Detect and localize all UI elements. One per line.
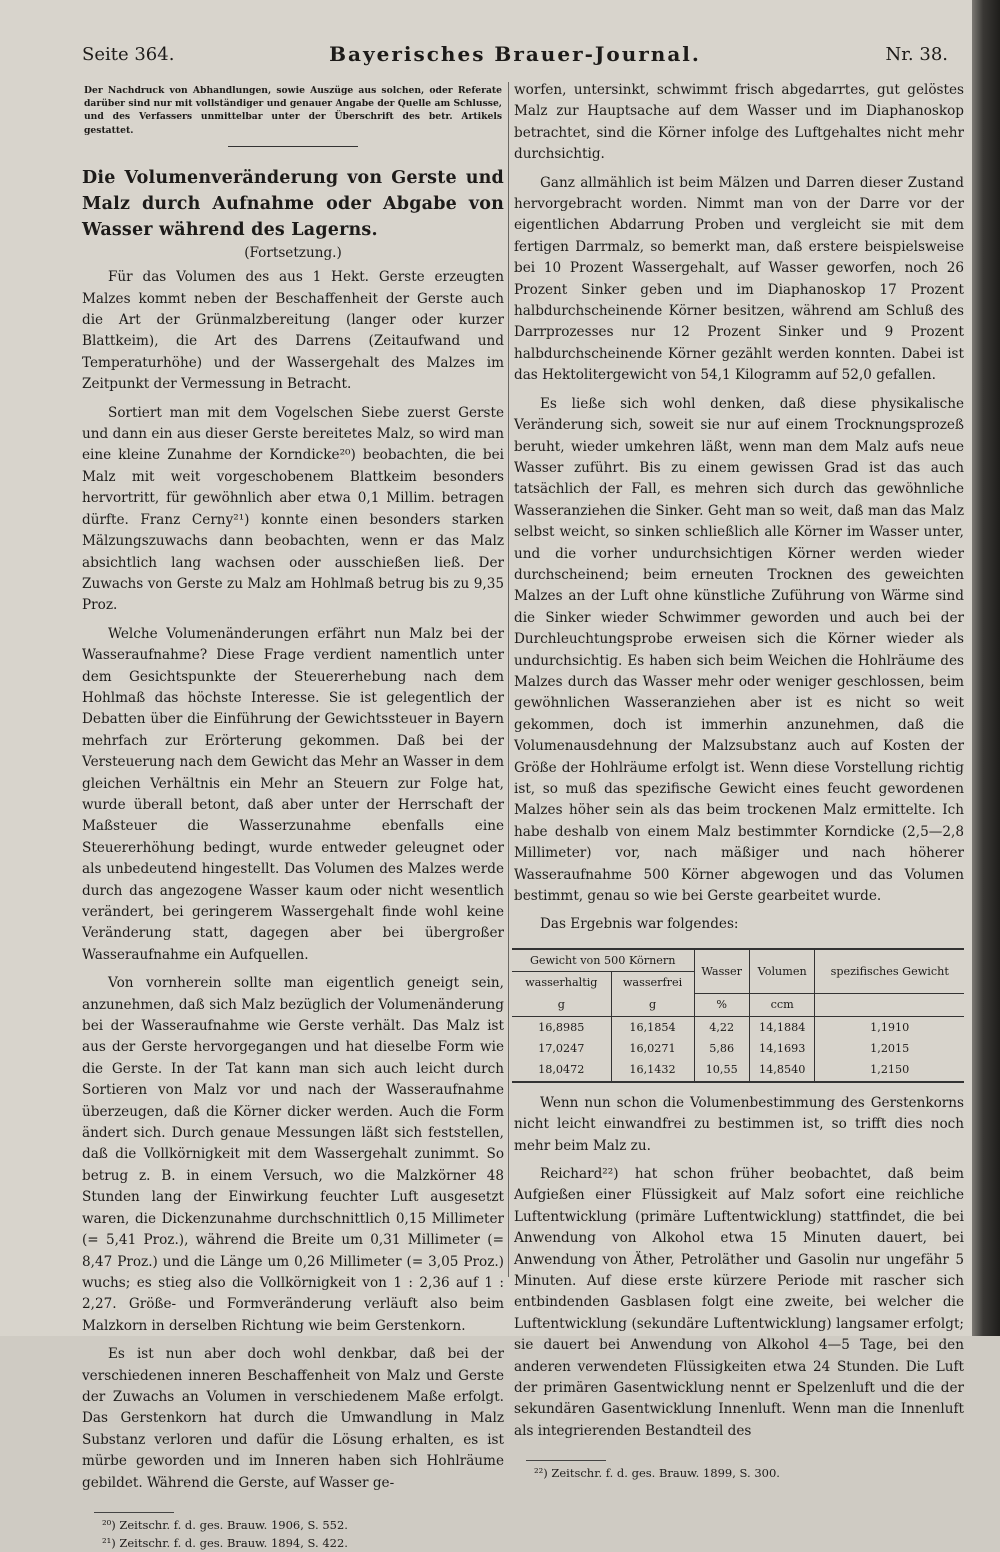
table-header-wasserfrei: wasserfrei: [611, 972, 694, 994]
table-cell: 16,1432: [611, 1059, 694, 1081]
table-unit: g: [512, 994, 611, 1016]
table-cell: 14,1884: [749, 1016, 815, 1038]
table-group-header: Gewicht von 500 Körnern: [512, 949, 694, 972]
table-cell: 4,22: [694, 1016, 749, 1038]
footnote-divider: [526, 1460, 606, 1461]
table-cell: 10,55: [694, 1059, 749, 1081]
journal-title: Bayerisches Brauer-Journal.: [329, 42, 701, 66]
column-divider: [508, 82, 509, 1277]
table-header-wasser: Wasser: [694, 949, 749, 994]
paragraph: Es ließe sich wohl denken, daß diese physikalische Veränderung sich, soweit sie nur auf einem Trocknungsprozeß beruht, wieder umkehren läßt, wenn man dem Malz aufs neue Wasser zuführt. Bis zu einem gewissen Grad ist das auch tatsächlich der Fall, es mehren sich durch das gewöhnliche Wasseranziehen die Sinker. Geht man so weit, daß man das Malz selbst weicht, so sinken schließlich alle Körner im Wasser unter, und die vorher undurchsichtigen Körner werden wieder durchscheinend; beim erneuten Trocknen des geweichten Malzes an der Luft ohne künstliche Zuführung von Wärme sind die Sinker wieder Schwimmer geworden und auch bei der Durchleuchtungsprobe erweisen sich die Körner wieder als undurchsichtig. Es haben sich beim Weichen die Hohlräume des Malzes durch das Wasser mehr oder weniger geschlossen, beim gewöhnlichen Wasseranziehen aber ist es nicht so weit gekommen, doch ist immerhin anzunehmen, daß die Volumenausdehnung der Malzsubstanz auch auf Kosten der Größe der Hohlräume erfolgt ist. Wenn diese Vorstellung richtig ist, so muß das spezifische Gewicht eines feucht gewordenen Malzes höher sein als das beim trockenen Malz ermittelte. Ich habe deshalb von einem Malz bestimmter Korndicke (2,5—2,8 Millimeter) vor, nach mäßiger und nach höherer Wasseraufnahme 500 Körner abgewogen und das Volumen bestimmt, genau so wie bei Gerste gearbeitet wurde.: [514, 395, 964, 905]
continuation-label: (Fortsetzung.): [244, 244, 342, 261]
page-number: Seite 364.: [82, 44, 175, 65]
table-row: [512, 1016, 964, 1038]
paragraph: Sortiert man mit dem Vogelschen Siebe zuerst Gerste und dann ein aus dieser Gerste bereitetes Malz, so wird man eine kleine Zunahme der Korndicke²⁰) beobachten, die bei Malz mit weit vorgeschobenem Blattkeim besonders hervortritt, für gewöhnlich aber etwa 0,1 Millim. betragen dürfte. Franz Cerny²¹) konnte einen besonders starken Mälzungszuwachs dann beobachten, wenn er das Malz absichtlich lang wachsen oder ausschießen ließ. Der Zuwachs von Gerste zu Malz am Hohlmaß betrug bis zu 9,35 Proz.: [82, 404, 504, 614]
paragraph: Es ist nun aber doch wohl denkbar, daß bei der verschiedenen inneren Beschaffenheit von Malz und Gerste der Zuwachs an Volumen in verschiedenem Maße erfolgt. Das Gerstenkorn hat durch die Umwandlung in Malz Substanz verloren und dafür die Lösung erhalten, es ist mürbe geworden und im Inneren haben sich Hohlräume gebildet. Während die Gerste, auf Wasser ge-: [82, 1346, 504, 1491]
paragraph: Für das Volumen des aus 1 Hekt. Gerste erzeugten Malzes kommt neben der Beschaffenheit der Gerste auch die Art der Grünmalzbereitung (langer oder kurzer Blattkeim), die Art des Darrens (Zeitaufwand und Temperaturhöhe) und der Wassergehalt des Malzes im Zeitpunkt der Vermessung in Betracht.: [82, 269, 504, 393]
table-unit-empty: [815, 994, 964, 1016]
notice-divider: [228, 146, 358, 147]
footnote: ²¹) Zeitschr. f. d. ges. Brauw. 1894, S. 422.: [102, 1535, 348, 1550]
left-column: [82, 80, 504, 1552]
table-unit: g: [611, 994, 694, 1016]
table-cell: 18,0472: [512, 1059, 611, 1081]
table-cell: 5,86: [694, 1038, 749, 1059]
table-cell: 1,2015: [815, 1038, 964, 1059]
table-row: [512, 1059, 964, 1081]
issue-number: Nr. 38.: [885, 44, 948, 65]
table-cell: 16,8985: [538, 1020, 585, 1034]
paragraph: Reichard²²) hat schon früher beobachtet, daß beim Aufgießen einer Flüssigkeit auf Malz sofort eine reichliche Luftentwicklung (primäre Luftentwicklung) stattfindet, die bei Anwendung von Alkohol etwa 15 Minuten dauert, bei Anwendung von Äther, Petroläther und Gasolin nur ungefähr 5 Minuten. Auf diese erste kürzere Periode mit rascher sich entbindenden Gasblasen folgt eine zweite, bei welcher die Luftentwicklung (sekundäre Luftentwicklung) langsamer erfolgt; sie dauert bei Anwendung von Alkohol 4—5 Tage, bei den anderen verwendeten Flüssigkeiten etwa 24 Stunden. Die Luft der primären Gasentwicklung nennt er Spelzenluft und die der sekundären Gasentwicklung Innenluft. Wenn man die Innenluft als integrierenden Bestandteil des: [514, 1166, 964, 1439]
table-header-spez: spezifisches Gewicht: [815, 949, 964, 994]
table-row: [512, 1038, 964, 1059]
table-cell: 1,1910: [815, 1016, 964, 1038]
table-cell: 14,1693: [749, 1038, 815, 1059]
footnote-divider: [94, 1512, 174, 1513]
paragraph: worfen, untersinkt, schwimmt frisch abgedarrtes, gut gelöstes Malz zur Hauptsache auf dem Wasser und im Diaphanoskop betrachtet, sind die Körner infolge des Luftgehaltes nicht mehr durchsichtig.: [514, 82, 964, 163]
table-cell: 16,0271: [611, 1038, 694, 1059]
page-header: [82, 44, 948, 72]
paragraph: Von vornherein sollte man eigentlich geneigt sein, anzunehmen, daß sich Malz bezüglich der Volumenänderung bei der Wasseraufnahme wie Gerste verhält. Das Malz ist aus der Gerste hervorgegangen und hat dieselbe Form wie die Gerste. In der Tat kann man sich auch leicht durch Sortieren von Malz vor und nach der Wasseraufnahme überzeugen, daß die Körner dicker werden. Auch die Form ändert sich. Durch genaue Messungen läßt sich feststellen, daß die Vollkörnigkeit mit dem Wassergehalt zunimmt. So betrug z. B. in einem Versuch, wo die Malzkörner 48 Stunden lang der Einwirkung feuchter Luft ausgesetzt waren, die Dickenzunahme durchschnittlich 0,15 Millimeter (= 5,41 Proz.), während die Breite um 0,31 Millimeter (= 8,47 Proz.) und die Länge um 0,26 Millimeter (= 3,05 Proz.) wuchs; es stieg also die Vollkörnigkeit von 1 : 2,36 auf 1 : 2,27. Größe- und Formveränderung verläuft also beim Malzkorn in derselben Richtung wie beim Gerstenkorn.: [82, 975, 504, 1334]
paragraph: Wenn nun schon die Volumenbestimmung des Gerstenkorns nicht leicht einwandfrei zu bestimmen ist, so trifft dies noch mehr beim Malz zu.: [514, 1094, 964, 1154]
table-cell: 16,1854: [611, 1016, 694, 1038]
book-binding-edge: [972, 0, 1000, 1336]
paragraph: Ganz allmählich ist beim Mälzen und Darren dieser Zustand hervorgebracht worden. Nimmt man von der Darre vor der eigentlichen Abdarrung Proben und vergleicht sie mit dem fertigen Darrmalz, so bemerkt man, daß erstere beispielsweise bei 10 Prozent Wassergehalt, auf Wasser geworfen, noch 26 Prozent Sinker geben und im Diaphanoskop 17 Prozent halbdurchscheinende Körner besitzen, während am Schluß des Darrprozesses nur 12 Prozent Sinker und 9 Prozent halbdurchscheinende Körner gezählt werden konnten. Dabei ist das Hektolitergewicht von 54,1 Kilogramm auf 52,0 gefallen.: [514, 174, 964, 384]
table-cell: 17,0247: [538, 1041, 585, 1055]
article-title: Die Volumenveränderung von Gerste und Malz durch Aufnahme oder Abgabe von Wasser während des Lagerns.: [82, 167, 504, 240]
table-unit: ccm: [749, 994, 815, 1016]
results-table: [512, 948, 964, 1083]
footnote: ²⁰) Zeitschr. f. d. ges. Brauw. 1906, S. 552.: [102, 1517, 348, 1532]
right-column: [514, 80, 964, 1482]
table-header-wasserhaltig: wasserhaltig: [525, 976, 598, 990]
table-cell: 1,2150: [815, 1059, 964, 1081]
reprint-notice: Der Nachdruck von Abhandlungen, sowie Auszüge aus solchen, oder Referate darüber sind nur mit vollständiger und genauer Angabe der Quelle am Schlusse, und des Verfassers unmittelbar unter der Überschrift des betr. Artikels gestattet.: [84, 85, 502, 136]
table-unit: %: [694, 994, 749, 1016]
table-header-volumen: Volumen: [749, 949, 815, 994]
paragraph: Welche Volumenänderungen erfährt nun Malz bei der Wasseraufnahme? Diese Frage verdient namentlich unter dem Gesichtspunkte der Steuererhebung nach dem Hohlmaß das höchste Interesse. Sie ist gelegentlich der Debatten über die Einführung der Gewichtssteuer in Bayern mehrfach zur Erörterung gekommen. Daß bei der Versteuerung nach dem Gewicht das Mehr an Wasser in dem gleichen Verhältnis ein Mehr an Steuern zur Folge hat, wurde überall betont, daß aber unter der Herrschaft der Maßsteuer die Wasserzunahme ebenfalls eine Steuererhöhung bedingt, wurde entweder geleugnet oder als unbedeutend hingestellt. Das Volumen des Malzes werde durch das angezogene Wasser kaum oder nicht wesentlich verändert, bei geringerem Wassergehalt finde wohl keine Veränderung statt, dagegen aber bei übergroßer Wasseraufnahme ein Aufquellen.: [82, 625, 504, 963]
footnote: ²²) Zeitschr. f. d. ges. Brauw. 1899, S. 300.: [534, 1466, 780, 1481]
paragraph: Das Ergebnis war folgendes:: [540, 916, 739, 933]
table-cell: 14,8540: [749, 1059, 815, 1081]
